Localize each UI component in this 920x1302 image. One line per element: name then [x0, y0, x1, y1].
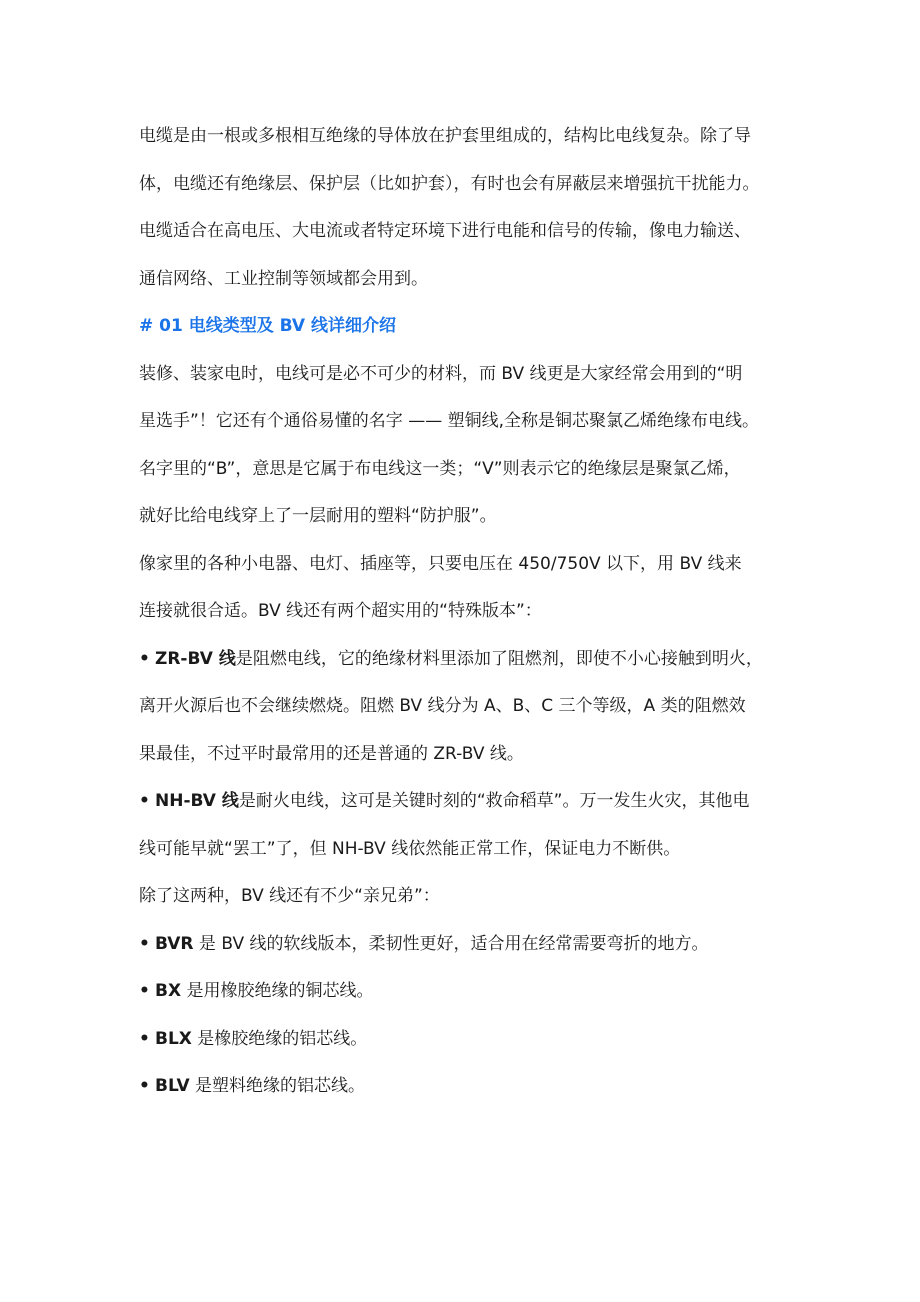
- text-line: 就好比给电线穿上了一层耐用的塑料“防护服”。: [139, 506, 497, 526]
- variants-intro: 除了这两种，BV 线还有不少“亲兄弟”：: [139, 886, 440, 906]
- text-line: 电缆是由一根或多根相互绝缘的导体放在护套里组成的，结构比电线复杂。除了导: [139, 126, 751, 146]
- list-item-zr-bv: [139, 636, 799, 779]
- bv-usage-paragraph: [139, 541, 799, 636]
- term-bx: BX: [155, 981, 182, 1001]
- intro-paragraph: [139, 113, 799, 303]
- term-blv: BLV: [155, 1076, 190, 1096]
- text-line: 装修、装家电时，电线可是必不可少的材料，而 BV 线更是大家经常会用到的“明: [139, 363, 743, 384]
- document-body: [139, 113, 799, 1111]
- term-bvr: BVR: [155, 933, 194, 954]
- text-segment: 是塑料绝缘的铝芯线。: [189, 1076, 366, 1096]
- list-item: [139, 921, 799, 969]
- text-segment: 是阻燃电线，它的绝缘材料里添加了阻燃剂，即使不小心接触到明火，: [235, 648, 763, 669]
- section-heading: # 01 电线类型及 BV 线详细介绍: [139, 316, 397, 336]
- text-line: 电缆适合在高电压、大电流或者特定环境下进行电能和信号的传输，像电力输送、: [139, 221, 751, 241]
- text-line: 像家里的各种小电器、电灯、插座等，只要电压在 450/750V 以下，用 BV 线来: [139, 553, 742, 574]
- text-segment: 是 BV 线的软线版本，柔韧性更好，适合用在经常需要弯折的地方。: [193, 933, 709, 954]
- text-line: 星选手”！它还有个通俗易懂的名字 —— 塑铜线,全称是铜芯聚氯乙烯绝缘布电线。: [139, 411, 760, 431]
- list-item: [139, 1016, 799, 1064]
- bullet-icon: •: [139, 1076, 150, 1096]
- bullet-icon: •: [139, 933, 150, 954]
- bullet-icon: •: [139, 981, 150, 1001]
- variants-list: [139, 921, 799, 1111]
- text-segment: 是耐火电线，这可是关键时刻的“救命稻草”。万一发生火灾，其他电: [238, 791, 750, 811]
- text-line: 体，电缆还有绝缘层、保护层（比如护套），有时也会有屏蔽层来增强抗干扰能力。: [139, 173, 760, 194]
- text-line: 线可能早就“罢工”了，但 NH-BV 线依然能正常工作，保证电力不断供。: [139, 838, 681, 859]
- text-line: 通信网络、工业控制等领域都会用到。: [139, 268, 428, 289]
- term-nh-bv: NH-BV 线: [155, 791, 239, 811]
- text-line: 离开火源后也不会继续燃烧。阻燃 BV 线分为 A、B、C 三个等级，A 类的阻燃效: [139, 696, 746, 716]
- list-item: [139, 1063, 799, 1111]
- bv-intro-paragraph: [139, 351, 799, 541]
- text-segment: 是用橡胶绝缘的铜芯线。: [181, 981, 374, 1001]
- text-line: 果最佳，不过平时最常用的还是普通的 ZR-BV 线。: [139, 743, 524, 764]
- text-line: 连接就很合适。BV 线还有两个超实用的“特殊版本”：: [139, 601, 542, 621]
- text-line: 名字里的“B”，意思是它属于布电线这一类；“V”则表示它的绝缘层是聚氯乙烯，: [139, 458, 741, 479]
- bullet-icon: •: [139, 791, 150, 811]
- bullet-icon: •: [139, 648, 150, 669]
- list-item: [139, 968, 799, 1016]
- text-segment: 是橡胶绝缘的铝芯线。: [191, 1028, 368, 1049]
- term-zr-bv: ZR-BV 线: [155, 648, 236, 669]
- term-blx: BLX: [155, 1028, 192, 1049]
- bullet-icon: •: [139, 1028, 150, 1049]
- list-item-nh-bv: [139, 778, 799, 873]
